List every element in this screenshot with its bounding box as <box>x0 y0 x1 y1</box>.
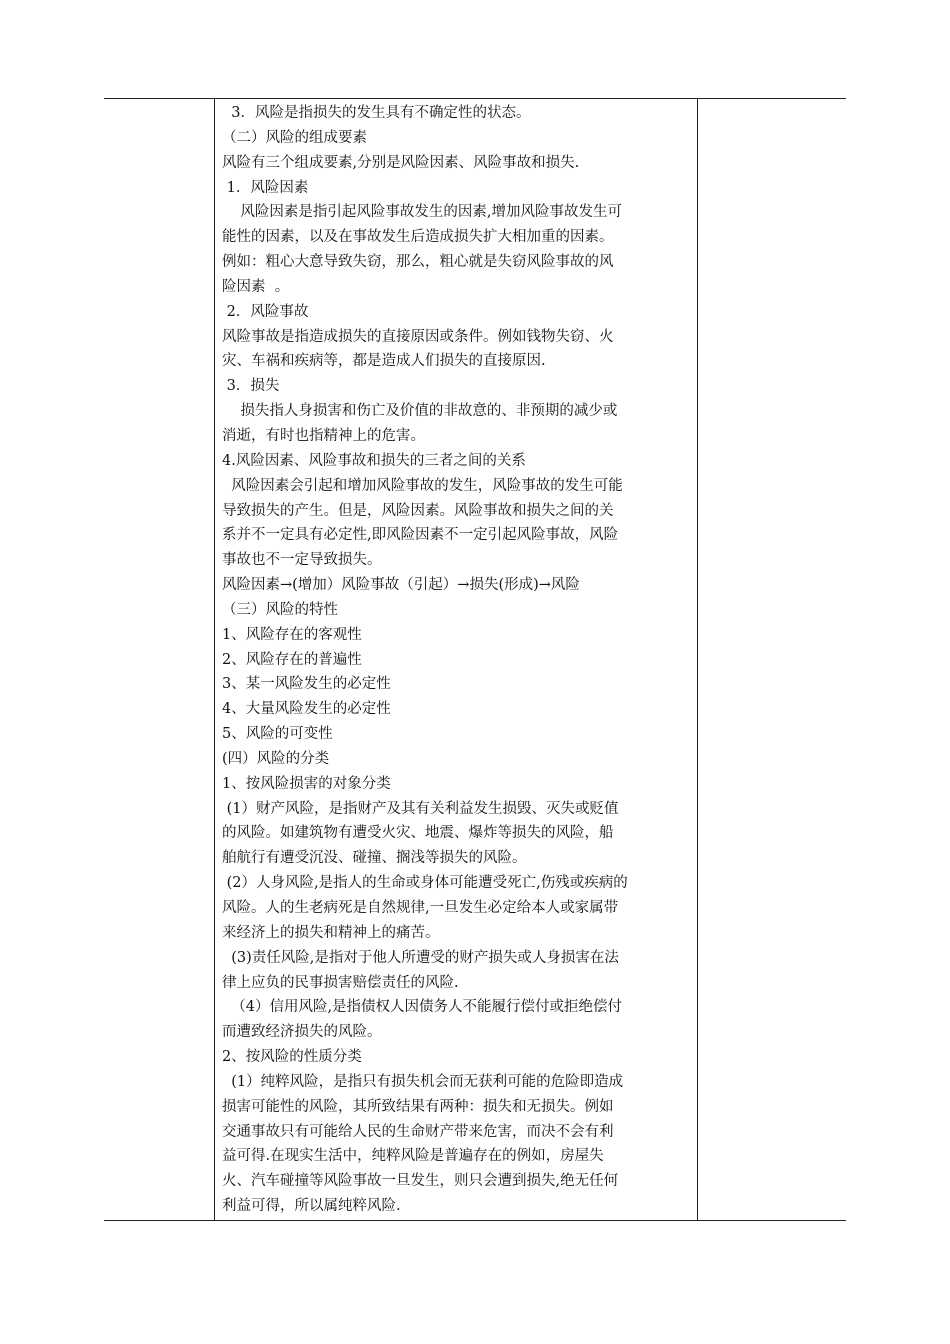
text-line: （二）风险的组成要素 <box>222 129 367 146</box>
column-divider-right <box>697 98 698 1220</box>
text-line: 4、大量风险发生的必定性 <box>222 701 391 718</box>
text-line: 4.风险因素、风险事故和损失的三者之间的关系 <box>222 452 526 469</box>
text-line: (1）财产风险，是指财产及其有关利益发生损毁、灭失或贬值 <box>222 800 619 817</box>
text-line: 1、按风险损害的对象分类 <box>222 775 391 792</box>
text-line: 风险事故是指造成损失的直接原因或条件。例如钱物失窃、火 <box>222 328 614 345</box>
table-content-cell <box>222 101 696 1219</box>
text-line: 来经济上的损失和精神上的痛苦。 <box>222 924 440 941</box>
text-line: 1．风险因素 <box>222 179 309 196</box>
column-divider-left <box>214 98 215 1220</box>
text-line: 益可得.在现实生活中，纯粹风险是普遍存在的例如，房屋失 <box>222 1148 604 1165</box>
text-line: 交通事故只有可能给人民的生命财产带来危害，而决不会有利 <box>222 1123 614 1140</box>
text-line: 风险有三个组成要素,分别是风险因素、风险事故和损失. <box>222 154 580 171</box>
text-line: 系并不一定具有必定性,即风险因素不一定引起风险事故，风险 <box>222 527 619 544</box>
table-top-border <box>104 98 846 99</box>
text-line: 损失指人身损害和伤亡及价值的非故意的、非预期的减少或 <box>222 403 618 420</box>
text-line: 损害可能性的风险，其所致结果有两种：损失和无损失。例如 <box>222 1098 614 1115</box>
text-line: 舶航行有遭受沉没、碰撞、搁浅等损失的风险。 <box>222 850 527 867</box>
text-line: 导致损失的产生。但是，风险因素。风险事故和损失之间的关 <box>222 502 614 519</box>
text-line: 火、汽车碰撞等风险事故一旦发生，则只会遭到损失,绝无任何 <box>222 1173 619 1190</box>
text-line: 3．风险是指损失的发生具有不确定性的状态。 <box>222 105 531 121</box>
text-line: 的风险。如建筑物有遭受火灾、地震、爆炸等损失的风险，船 <box>222 825 614 842</box>
text-line: 风险。人的生老病死是自然规律,一旦发生必定给本人或家属带 <box>222 900 619 916</box>
text-line: 1、风险存在的客观性 <box>222 626 362 643</box>
text-line: 5、风险的可变性 <box>222 726 333 743</box>
text-line: （4）信用风险,是指债权人因债务人不能履行偿付或拒绝偿付 <box>222 999 623 1016</box>
text-line: 2、按风险的性质分类 <box>222 1049 362 1066</box>
text-line: 利益可得，所以属纯粹风险. <box>222 1198 401 1215</box>
text-line: 2、风险存在的普遍性 <box>222 651 362 668</box>
text-line: (1）纯粹风险，是指只有损失机会而无获利可能的危险即造成 <box>222 1073 624 1090</box>
text-line: 灾、车祸和疾病等，都是造成人们损失的直接原因. <box>222 353 546 370</box>
text-line: (四）风险的分类 <box>222 750 330 767</box>
text-line: 消逝，有时也指精神上的危害。 <box>222 427 425 444</box>
text-line: 律上应负的民事损害赔偿责任的风险. <box>222 974 459 991</box>
text-line: （三）风险的特性 <box>222 601 338 618</box>
text-line: 事故也不一定导致损失。 <box>222 552 382 569</box>
text-line: (2）人身风险,是指人的生命或身体可能遭受死亡,伤残或疾病的 <box>222 875 628 892</box>
text-line: 险因素 。 <box>222 278 290 295</box>
text-line: 例如：粗心大意导致失窃，那么，粗心就是失窃风险事故的风 <box>222 254 614 271</box>
text-line: 2．风险事故 <box>222 303 309 320</box>
text-line: (3)责任风险,是指对于他人所遭受的财产损失或人身损害在法 <box>222 949 619 966</box>
text-line: 3、某一风险发生的必定性 <box>222 676 391 693</box>
text-line: 3．损失 <box>222 378 280 395</box>
table-bottom-border <box>104 1220 846 1221</box>
text-line: 风险因素会引起和增加风险事故的发生，风险事故的发生可能 <box>222 477 623 494</box>
text-line: 风险因素→(增加）风险事故（引起）→损失(形成)→风险 <box>222 577 580 594</box>
text-line: 风险因素是指引起风险事故发生的因素,增加风险事故发生可 <box>222 204 623 221</box>
text-line: 能性的因素，以及在事故发生后造成损失扩大相加重的因素。 <box>222 229 614 246</box>
text-line: 而遭致经济损失的风险。 <box>222 1024 382 1041</box>
